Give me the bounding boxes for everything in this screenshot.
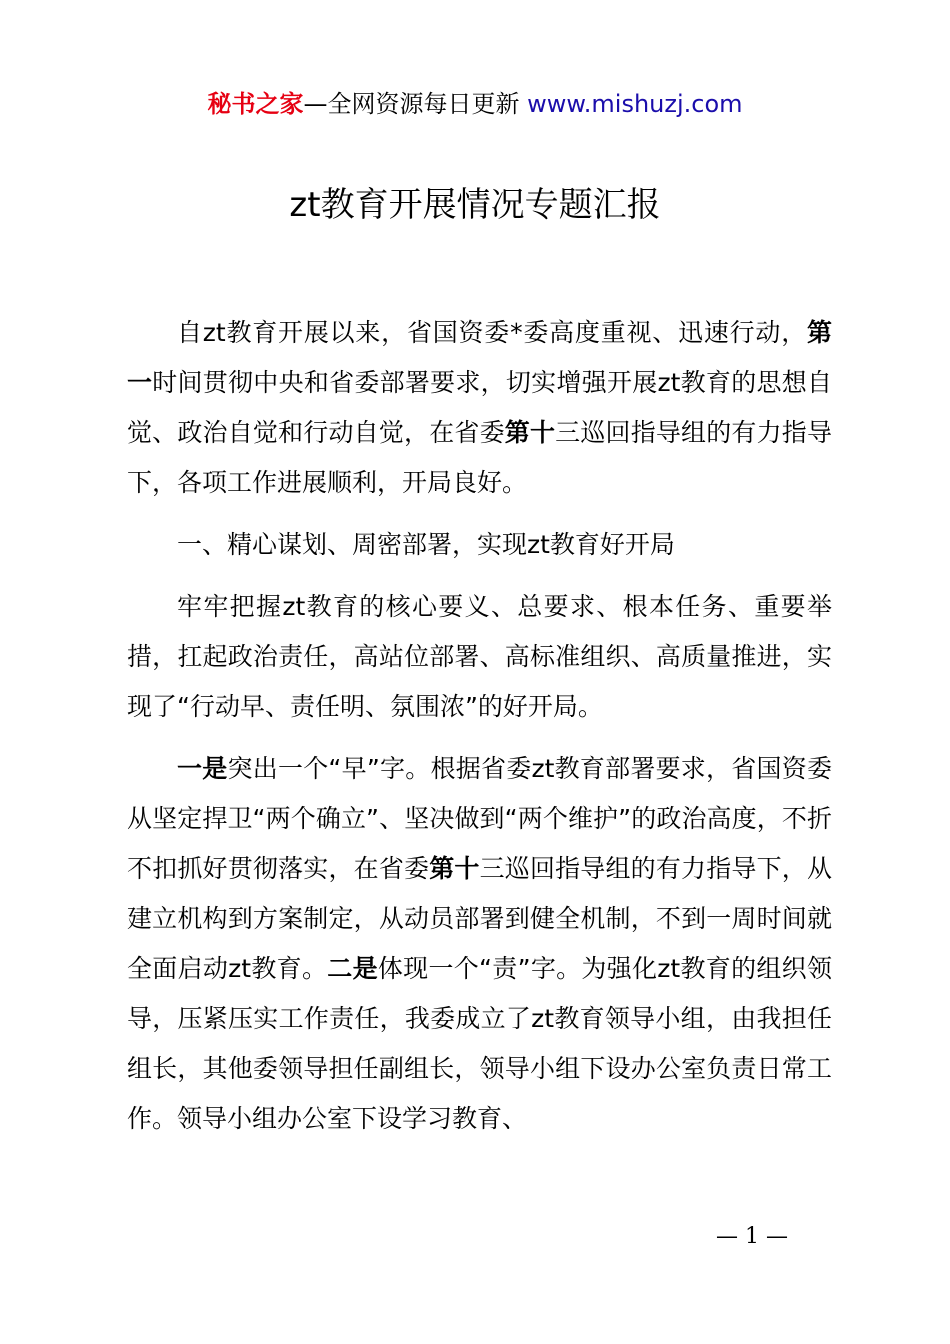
page-number: — 1 — <box>716 1224 788 1249</box>
detail-paragraph <box>127 744 832 1144</box>
document-title: zt教育开展情况专题汇报 <box>289 185 661 225</box>
site-header <box>0 86 950 122</box>
website-url[interactable]: www.mishuzj.com <box>527 90 743 118</box>
bold-segment: 第一 <box>127 318 832 397</box>
bold-segment: 一是 <box>177 754 228 783</box>
brand-name: 秘书之家 <box>207 90 304 118</box>
header-tagline: —全网资源每日更新 <box>303 90 528 118</box>
text-segment: 自zt教育开展以来，省国资委*委高度重视、迅速行动， <box>177 318 807 347</box>
text-segment: 时间贯彻中央和省委部署要求，切实增强开展zt教育的思想自觉、政治自觉和行动自觉，在省委 <box>127 368 832 447</box>
text-segment: 突出一个“早”字。根据省委zt教育部署要求，省国资委从坚定捍卫“两个确立”、坚决做到“两个维护”的政治高度，不折不扣抓好贯彻落实，在省委 <box>127 754 832 883</box>
text-segment: 三巡回指导组的有力指导下，各项工作进展顺利，开局良好。 <box>127 418 832 497</box>
section-summary-paragraph: 牢牢把握zt教育的核心要义、总要求、根本任务、重要举措，扛起政治责任，高站位部署、高标准组织、高质量推进，实现了“行动早、责任明、氛围浓”的好开局。 <box>127 592 832 721</box>
bold-segment: 第十 <box>504 418 556 447</box>
text-segment: 体现一个“责”字。为强化zt教育的组织领导，压紧压实工作责任，我委成立了zt教育领导小组，由我担任组长，其他委领导担任副组长，领导小组下设办公室负责日常工作。领导小组办公室下设学习教育、 <box>127 954 832 1133</box>
intro-paragraph <box>127 308 832 508</box>
bold-segment: 第十 <box>429 854 480 883</box>
bold-segment: 二是 <box>327 954 378 983</box>
text-segment: 三巡回指导组的有力指导下，从建立机构到方案制定，从动员部署到健全机制，不到一周时间就全面启动zt教育。 <box>127 854 832 983</box>
document-body <box>127 308 832 1144</box>
section-heading: 一、精心谋划、周密部署，实现zt教育好开局 <box>177 530 675 559</box>
